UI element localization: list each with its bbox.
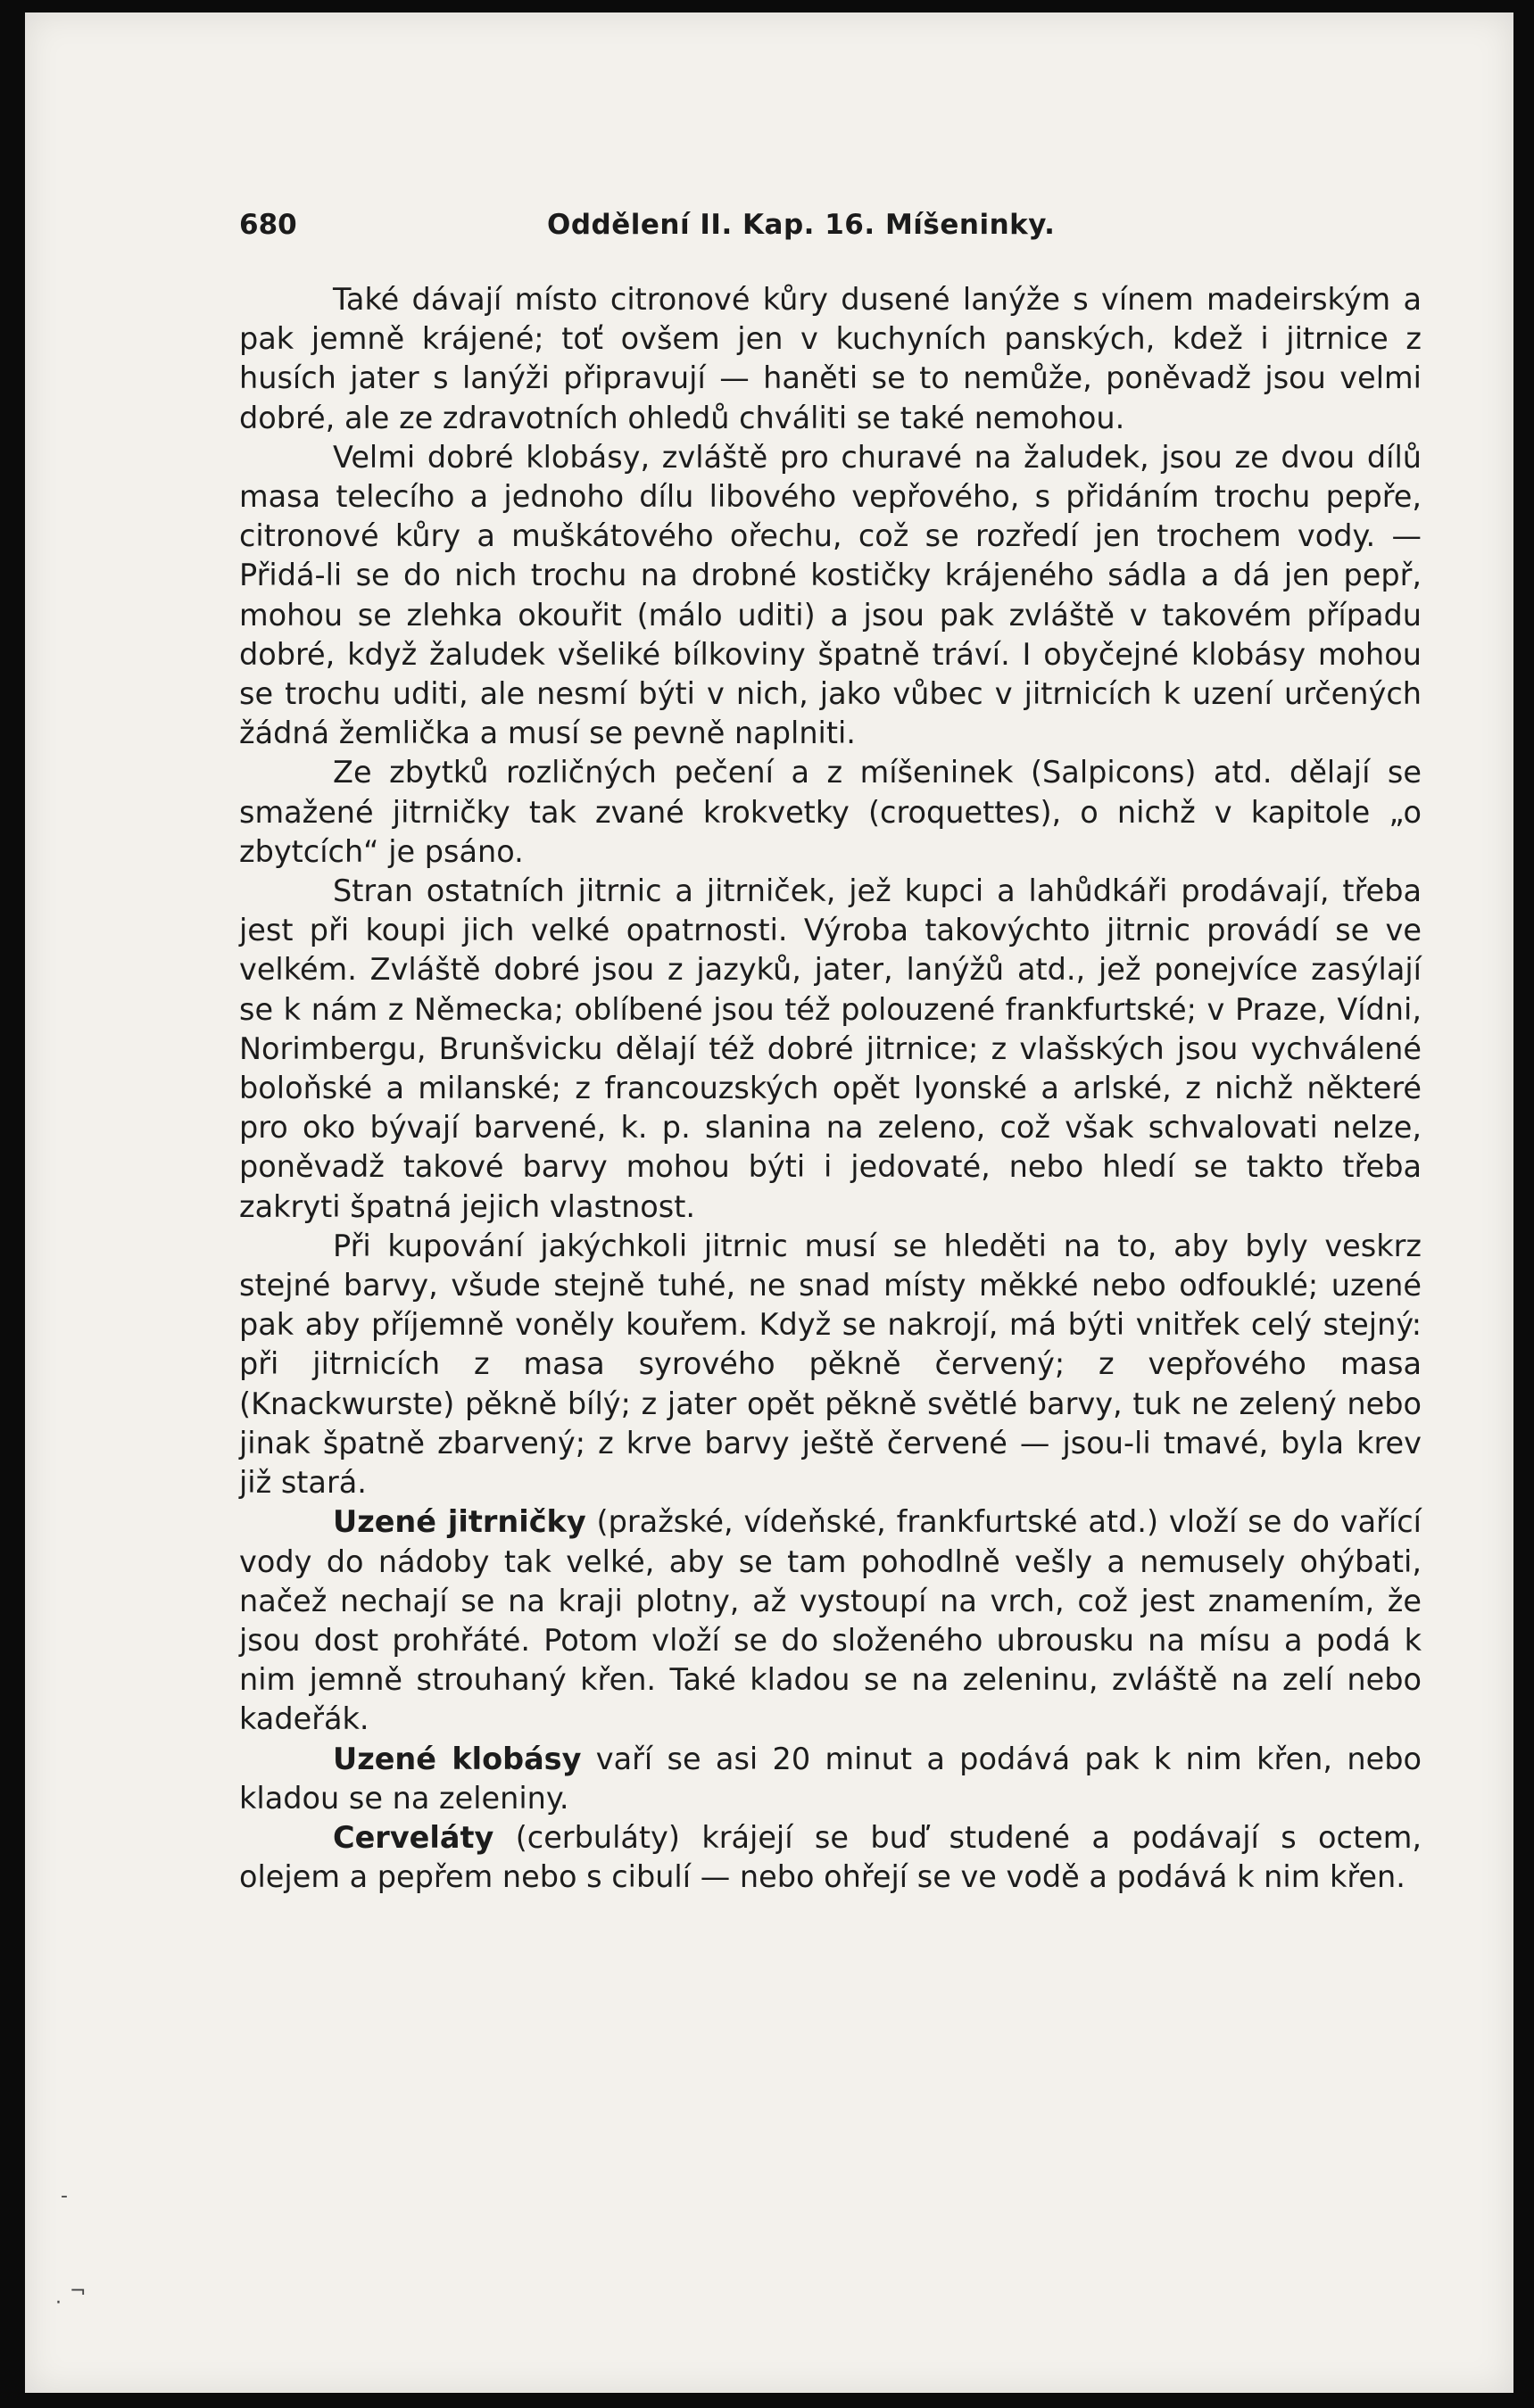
paragraph <box>239 280 1422 438</box>
paragraph <box>239 1227 1422 1502</box>
paragraph <box>239 438 1422 754</box>
paragraph-text: Stran ostatních jitrnic a jitrniček, jež kupci a lahůdkáři prodávají, třeba jest při koupi jich velké opatrnosti. Výroba takovýchto jitrnic provádí se ve velkém. Zvláště dobré jsou z jazyků, jater, lanýžů atd., jež ponejvíce zasýlají se k nám z Německa; oblíbené jsou též polouzené frankfurtské; v Praze, Vídni, Norimbergu, Brunšvicku dělají též dobré jitrnice; z vlašských jsou vychválené boloňské a milanské; z francouzských opět lyonské a arlské, z nichž některé pro oko bývají barvené, k. p. slanina na zeleno, což však schvalovati nelze, poněvadž takové barvy mohou býti i jedovaté, nebo hledí se takto třeba zakryti špatná jejich vlastnost. <box>239 873 1422 1224</box>
paragraph-text: Ze zbytků rozličných pečení a z míšeninek (Salpicons) atd. dělají se smažené jitrničky tak zvané krokvetky (croquettes), o nichž v kapitole „o zbytcích“ je psáno. <box>239 755 1422 869</box>
paragraph <box>239 1502 1422 1739</box>
paragraph-text: (pražské, vídeňské, frankfurtské atd.) vloží se do vařící vody do nádoby tak velké, aby se tam pohodlně vešly a nemusely ohýbati, načež nechají se na kraji plotny, až vystoupí na vrch, což jest znamením, že jsou dost prohřáté. Potom vloží se do složeného ubrousku na mísu a podá k nim jemně strouhaný křen. Také kladou se na zeleninu, zvláště na zelí nebo kadeřák. <box>239 1504 1422 1737</box>
page-number: 680 <box>239 209 297 241</box>
page-header <box>239 209 1422 244</box>
paragraph-text: vaří se asi 20 minut a podává pak k nim křen, nebo kladou se na zeleniny. <box>239 1741 1422 1816</box>
print-speck: · <box>55 2292 62 2314</box>
print-speck: ¬ <box>70 2280 87 2303</box>
print-speck: - <box>61 2185 68 2207</box>
paragraph-lead: Uzené klobásy <box>333 1741 582 1776</box>
paragraph-lead: Cerveláty <box>333 1819 494 1855</box>
paragraph-text: Také dávají místo citronové kůry dusené lanýže s vínem madeirským a pak jemně krájené; toť ovšem jen v kuchyních panských, kdež i jitrnice z husích jater s lanýži připravují — haněti se to nemůže, poněvadž jsou velmi dobré, ale ze zdravotních ohledů chváliti se také nemohou. <box>239 282 1422 435</box>
running-head: Oddělení II. Kap. 16. Míšeninky. <box>547 209 1056 241</box>
body-text <box>239 280 1422 1897</box>
paragraph-lead: Uzené jitrničky <box>333 1504 586 1540</box>
book-page <box>25 12 1513 2393</box>
paragraph-text: Při kupování jakýchkoli jitrnic musí se hleděti na to, aby byly veskrz stejné barvy, všude stejně tuhé, ne snad místy měkké nebo odfouklé; uzené pak aby příjemně voněly kouřem. Když se nakrojí, má býti vnitřek celý stejný: při jitrnicích z masa syrového pěkně červený; z vepřového masa (Knackwurste) pěkně bílý; z jater opět pěkně světlé barvy, tuk ne zelený nebo jinak špatně zbarvený; z krve barvy ještě červené — jsou-li tmavé, byla krev již stará. <box>239 1228 1422 1501</box>
paragraph <box>239 1818 1422 1897</box>
paragraph <box>239 872 1422 1227</box>
paragraph <box>239 1740 1422 1818</box>
paragraph-text: Velmi dobré klobásy, zvláště pro churavé na žaludek, jsou ze dvou dílů masa telecího a jednoho dílu libového vepřového, s přidáním trochu pepře, citronové kůry a muškátového ořechu, což se rozředí jen trochem vody. — Přidá-li se do nich trochu na drobné kostičky krájeného sádla a dá jen pepř, mohou se zlehka okouřit (málo uditi) a jsou pak zvláště v takovém případu dobré, když žaludek všeliké bílkoviny špatně tráví. I obyčejné klobásy mohou se trochu uditi, ale nesmí býti v nich, jako vůbec v jitrnicích k uzení určených žádná žemlička a musí se pevně naplniti. <box>239 439 1422 751</box>
paragraph <box>239 753 1422 872</box>
paragraph-text: (cerbuláty) krájejí se buď studené a podávají s octem, olejem a pepřem nebo s cibulí — nebo ohřejí se ve vodě a podává k nim křen. <box>239 1819 1422 1895</box>
